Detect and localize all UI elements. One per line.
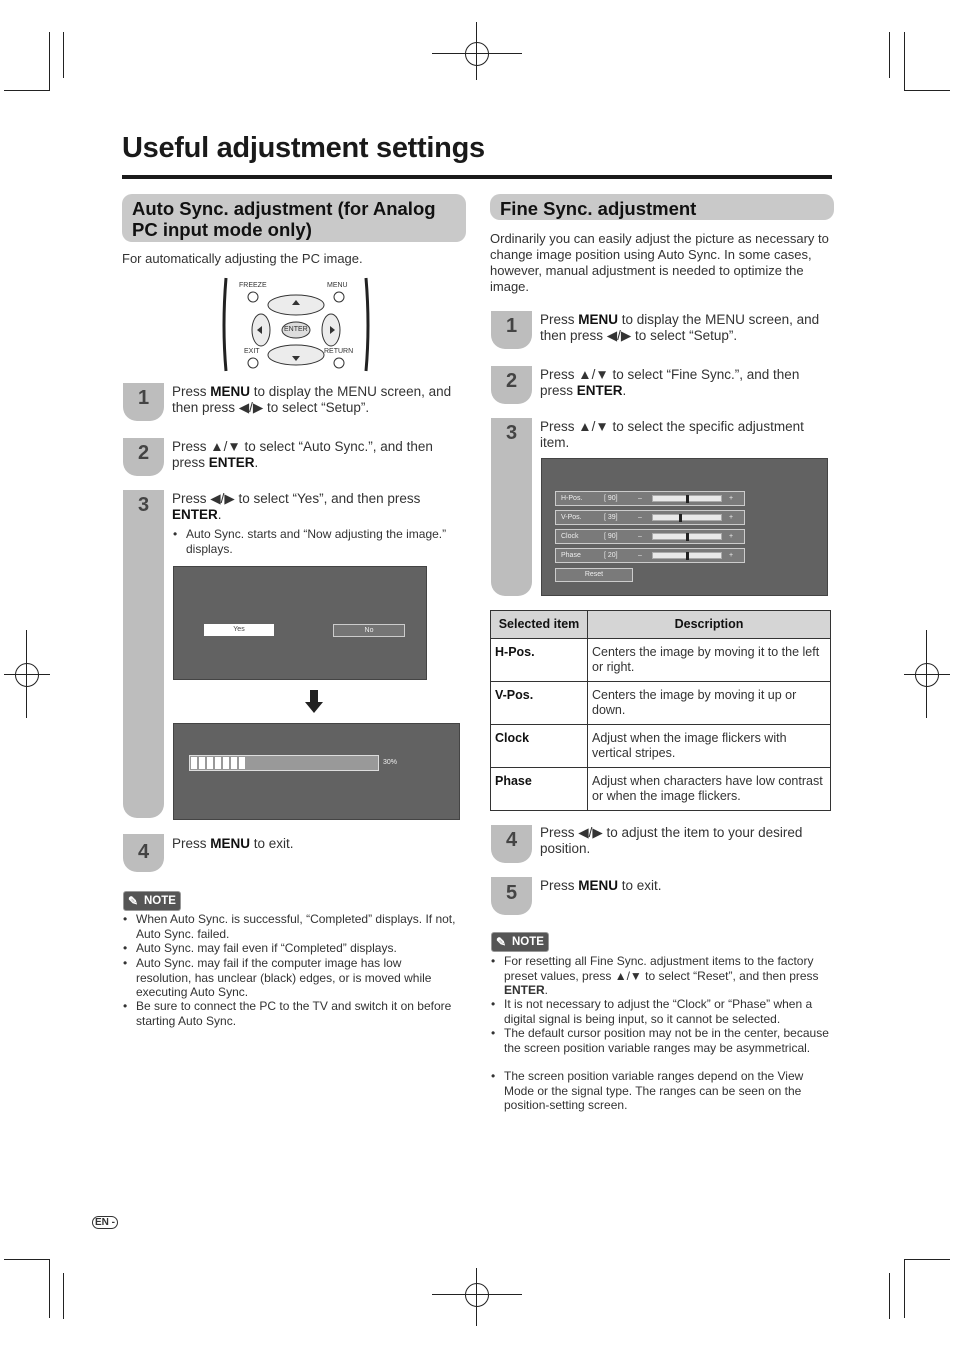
h-pos-row[interactable] bbox=[555, 491, 745, 506]
title-rule bbox=[122, 175, 832, 179]
step-number: 2 bbox=[505, 370, 518, 392]
row-value: [ 90] bbox=[604, 495, 618, 502]
slider-knob[interactable] bbox=[686, 533, 689, 541]
auto-sync-intro: For automatically adjusting the PC image. bbox=[122, 251, 363, 266]
table-cell-item: Clock bbox=[491, 725, 588, 768]
fine-sync-table bbox=[490, 610, 831, 811]
slider-track[interactable] bbox=[652, 514, 722, 521]
table-header-row bbox=[491, 611, 831, 639]
step-number: 4 bbox=[137, 841, 150, 863]
minus-icon: – bbox=[638, 533, 642, 540]
minus-icon: – bbox=[638, 495, 642, 502]
note-item: • It is not necessary to adjust the “Clock” or “Phase” when a digital signal is being input, so it cannot be selected. bbox=[491, 997, 813, 1026]
step-1-text: Press MENU to display the MENU screen, and then press ◀/▶ to select “Setup”. bbox=[540, 312, 820, 343]
table-cell-item: Phase bbox=[491, 768, 588, 811]
page-title: Useful adjustment settings bbox=[122, 132, 485, 164]
table-cell-item: H-Pos. bbox=[491, 639, 588, 682]
minus-icon: – bbox=[638, 552, 642, 559]
step-number: 2 bbox=[137, 442, 150, 464]
table-row bbox=[491, 639, 831, 682]
v-pos-row[interactable] bbox=[555, 510, 745, 525]
slider-track[interactable] bbox=[652, 552, 722, 559]
step-number: 4 bbox=[505, 829, 518, 851]
step-2-text: Press ▲/▼ to select “Fine Sync.”, and then press ENTER. bbox=[540, 367, 800, 398]
pencil-icon: ✎ bbox=[128, 894, 139, 908]
row-label: V-Pos. bbox=[561, 514, 582, 521]
table-row bbox=[491, 682, 831, 725]
row-label: Clock bbox=[561, 533, 579, 540]
note-item: • When Auto Sync. is successful, “Completed” displays. If not, Auto Sync. failed. bbox=[123, 912, 456, 941]
note-item: • For resetting all Fine Sync. adjustment items to the factory preset values, press ▲/▼ to select “Reset”, and then press ENTER. bbox=[491, 954, 819, 997]
page-marker: EN - bbox=[92, 1216, 118, 1229]
slider-track[interactable] bbox=[652, 533, 722, 540]
auto-sync-progress-screen bbox=[173, 723, 460, 820]
remote-control-illustration bbox=[222, 276, 370, 372]
progress-bar bbox=[189, 755, 379, 771]
row-label: H-Pos. bbox=[561, 495, 583, 502]
freeze-label: FREEZE bbox=[239, 282, 267, 289]
step-4-text: Press MENU to exit. bbox=[172, 836, 294, 851]
note-item: • The screen position variable ranges depend on the View Mode or the signal type. The ranges can be seen on the position-setting screen. bbox=[491, 1069, 804, 1112]
arrow-down-icon bbox=[305, 690, 323, 714]
step-number: 5 bbox=[505, 882, 518, 904]
note-item: • Auto Sync. may fail even if “Completed” displays. bbox=[123, 941, 397, 955]
slider-knob[interactable] bbox=[679, 514, 682, 522]
remote-icon bbox=[222, 276, 370, 372]
no-button[interactable]: No bbox=[333, 624, 405, 637]
step-4-text: Press ◀/▶ to adjust the item to your desired position. bbox=[540, 825, 803, 856]
fine-sync-screen bbox=[541, 458, 828, 596]
fine-sync-intro: Ordinarily you can easily adjust the picture as necessary to change image position using Auto Sync. In some cases, however, manual adjustment is needed to optimize the image. bbox=[490, 231, 829, 294]
step-5-text: Press MENU to exit. bbox=[540, 878, 662, 893]
note-item: • Auto Sync. may fail if the computer image has low resolution, has unclear (black) edges, or is moved while executing Auto Sync. bbox=[123, 956, 432, 999]
auto-sync-heading: Auto Sync. adjustment (for Analog PC input mode only) bbox=[122, 194, 466, 242]
progress-fill bbox=[191, 757, 247, 769]
fine-sync-heading: Fine Sync. adjustment bbox=[490, 194, 834, 220]
table-row bbox=[491, 768, 831, 811]
plus-icon: + bbox=[729, 552, 734, 559]
minus-icon: – bbox=[638, 514, 642, 521]
menu-label: MENU bbox=[327, 282, 348, 289]
step-number: 1 bbox=[505, 315, 518, 337]
note-badge: ✎ NOTE bbox=[491, 932, 549, 952]
step-3-bullet: • Auto Sync. starts and “Now adjusting the image.” displays. bbox=[173, 527, 447, 556]
progress-percent: 30% bbox=[383, 759, 398, 766]
reset-button[interactable]: Reset bbox=[555, 568, 633, 582]
plus-icon: + bbox=[729, 514, 734, 521]
note-item: • The default cursor position may not be in the center, because the screen position variable ranges may be asymmetrical. bbox=[491, 1026, 829, 1055]
step-number: 3 bbox=[505, 422, 518, 444]
step-3-marker bbox=[123, 490, 164, 818]
step-number: 3 bbox=[137, 494, 150, 516]
table-cell-desc: Centers the image by moving it to the left or right. bbox=[588, 639, 831, 682]
table-cell-desc: Centers the image by moving it up or down. bbox=[588, 682, 831, 725]
table-header: Description bbox=[588, 611, 831, 639]
return-label: RETURN bbox=[324, 348, 354, 355]
auto-sync-confirm-screen bbox=[173, 566, 427, 680]
table-cell-desc: Adjust when characters have low contrast or when the image flickers. bbox=[588, 768, 831, 811]
table-cell-item: V-Pos. bbox=[491, 682, 588, 725]
table-cell-desc: Adjust when the image flickers with vertical stripes. bbox=[588, 725, 831, 768]
step-3-text: Press ▲/▼ to select the specific adjustment item. bbox=[540, 419, 804, 450]
step-2-text: Press ▲/▼ to select “Auto Sync.”, and then press ENTER. bbox=[172, 439, 433, 470]
note-item: • Be sure to connect the PC to the TV and switch it on before starting Auto Sync. bbox=[123, 999, 452, 1028]
table-header: Selected item bbox=[491, 611, 588, 639]
step-3-text: Press ◀/▶ to select “Yes”, and then press ENTER. bbox=[172, 491, 421, 522]
clock-row[interactable] bbox=[555, 529, 745, 544]
step-number: 1 bbox=[137, 387, 150, 409]
row-value: [ 20] bbox=[604, 552, 618, 559]
plus-icon: + bbox=[729, 533, 734, 540]
table-row bbox=[491, 725, 831, 768]
enter-label: ENTER bbox=[284, 326, 308, 333]
row-value: [ 39] bbox=[604, 514, 618, 521]
note-badge: ✎ NOTE bbox=[123, 891, 181, 911]
exit-label: EXIT bbox=[244, 348, 260, 355]
slider-knob[interactable] bbox=[686, 552, 689, 560]
slider-knob[interactable] bbox=[686, 495, 689, 503]
pencil-icon: ✎ bbox=[496, 935, 507, 949]
slider-track[interactable] bbox=[652, 495, 722, 502]
plus-icon: + bbox=[729, 495, 734, 502]
phase-row[interactable] bbox=[555, 548, 745, 563]
yes-button[interactable]: Yes bbox=[204, 624, 274, 636]
row-value: [ 90] bbox=[604, 533, 618, 540]
row-label: Phase bbox=[561, 552, 581, 559]
step-1-text: Press MENU to display the MENU screen, and then press ◀/▶ to select “Setup”. bbox=[172, 384, 452, 415]
